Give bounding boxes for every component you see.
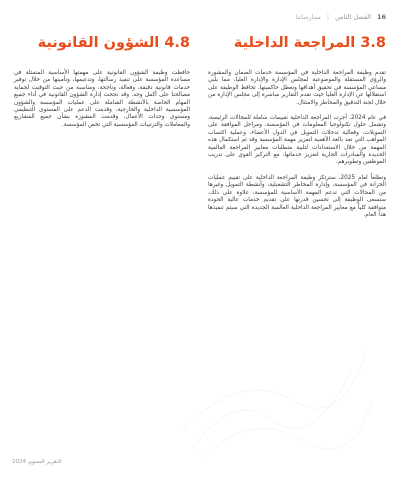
page-header — [14, 10, 386, 24]
internal-audit-paragraph-3: وتطلعاً لعام 2025، سترتكز وظيفة المراجعة الداخلية على تقييم عمليات الخزانة في المؤسسة، وإدارة المخاطر التشغيلية، وأنشطة التمويل وغيرها من المجالات التي تدعم المهمة الأساسية للمؤسسة، علاوة على ذلك، ستسعى الوظيفة إلى تحسين قدرتها على تقديم خدمات عالية الجودة متوافقة كلياً مع معايير المراجعة الداخلية العالمية الجديدة التي سيتم تنفيذها هذا العام. — [208, 174, 386, 218]
section-label: ممارساتنا — [295, 13, 321, 21]
internal-audit-paragraph-2: في عام 2024، أجرت المراجعة الداخلية تقييمات شاملة للمجالات الرئيسة، وتشمل حلول تكنولوجيا المعلومات في المؤسسة، ومراحل الموافقة على التمويلات، وفعالية تدخلات التمويل في الدول الأعضاء، وعملية اكتساب المواهب التي تعد بالغة الأهمية لتعزيز مهمة المؤسسة وقد تم استكمال هذه المهمة من خلال الاستعدادات لتلبية متطلبات معايير المراجعة العالمية الجديدة والمبادرات الجارية لتعزيز خدماتها، مع التركيز القوي على تدريب الموظفين وتطويرهم. — [208, 115, 386, 166]
internal-audit-column — [208, 34, 386, 227]
legal-affairs-title: الشؤون القانونية — [37, 35, 160, 51]
legal-affairs-number: 4.8 — [164, 35, 190, 51]
internal-audit-paragraph-1: تقدم وظيفة المراجعة الداخلية في المؤسسة خدمات الضمان والمشورة والرؤى المستقلة والموضوعية لمجلس الإدارة والإدارة العليا، مما يلبي مساعي المؤسسة في تحقيق أهدافها وتعطل حاكميتها. تحافظ الوظيفة على استقلالها عن الإدارة العليا حيث تقدم التقارير مباشرة إلى مجلس الإدارة من خلال لجنة التدقيق والمخاطر والامتثال. — [208, 70, 386, 106]
internal-audit-heading — [208, 34, 386, 52]
legal-affairs-paragraph-1: حافظت وظيفة الشؤون القانونية على مهمتها الأساسية المتمثلة في مساعدة المؤسسة على تنفيذ رسالتها، وتدعيمها، وتأمينها من خلال توفير خدمات قانونية دقيقة، وفعالة، وناجحة، ومناسبة من حيث التوقيت لحماية مصالحنا على أكمل وجه. وقد نجحت إدارة الشؤون القانونية في أداء جميع المهام الخاصة بالأنشطة الشاملة على عمليات المؤسسة والشؤون المؤسسية الداخلية والخارجية، وقدمت الدعم على المستوى التنظيمي ومستوى وحدات الأعمال، وقدمت المشورة بشأن جميع المشاريع والمعاملات والترتيبات المؤسسية التي تخص المؤسسة. — [14, 70, 190, 128]
legal-affairs-heading — [14, 34, 190, 52]
internal-audit-title: المراجعة الداخلية — [233, 35, 356, 51]
internal-audit-number: 3.8 — [360, 35, 386, 51]
header-divider: | — [326, 13, 330, 21]
page-footer: التقرير السنوي 2024 — [12, 459, 62, 465]
decorative-pattern — [172, 330, 372, 460]
page-number: 16 — [376, 13, 386, 21]
chapter-label: الفصل الثامن — [335, 13, 371, 21]
legal-affairs-column — [14, 34, 190, 137]
